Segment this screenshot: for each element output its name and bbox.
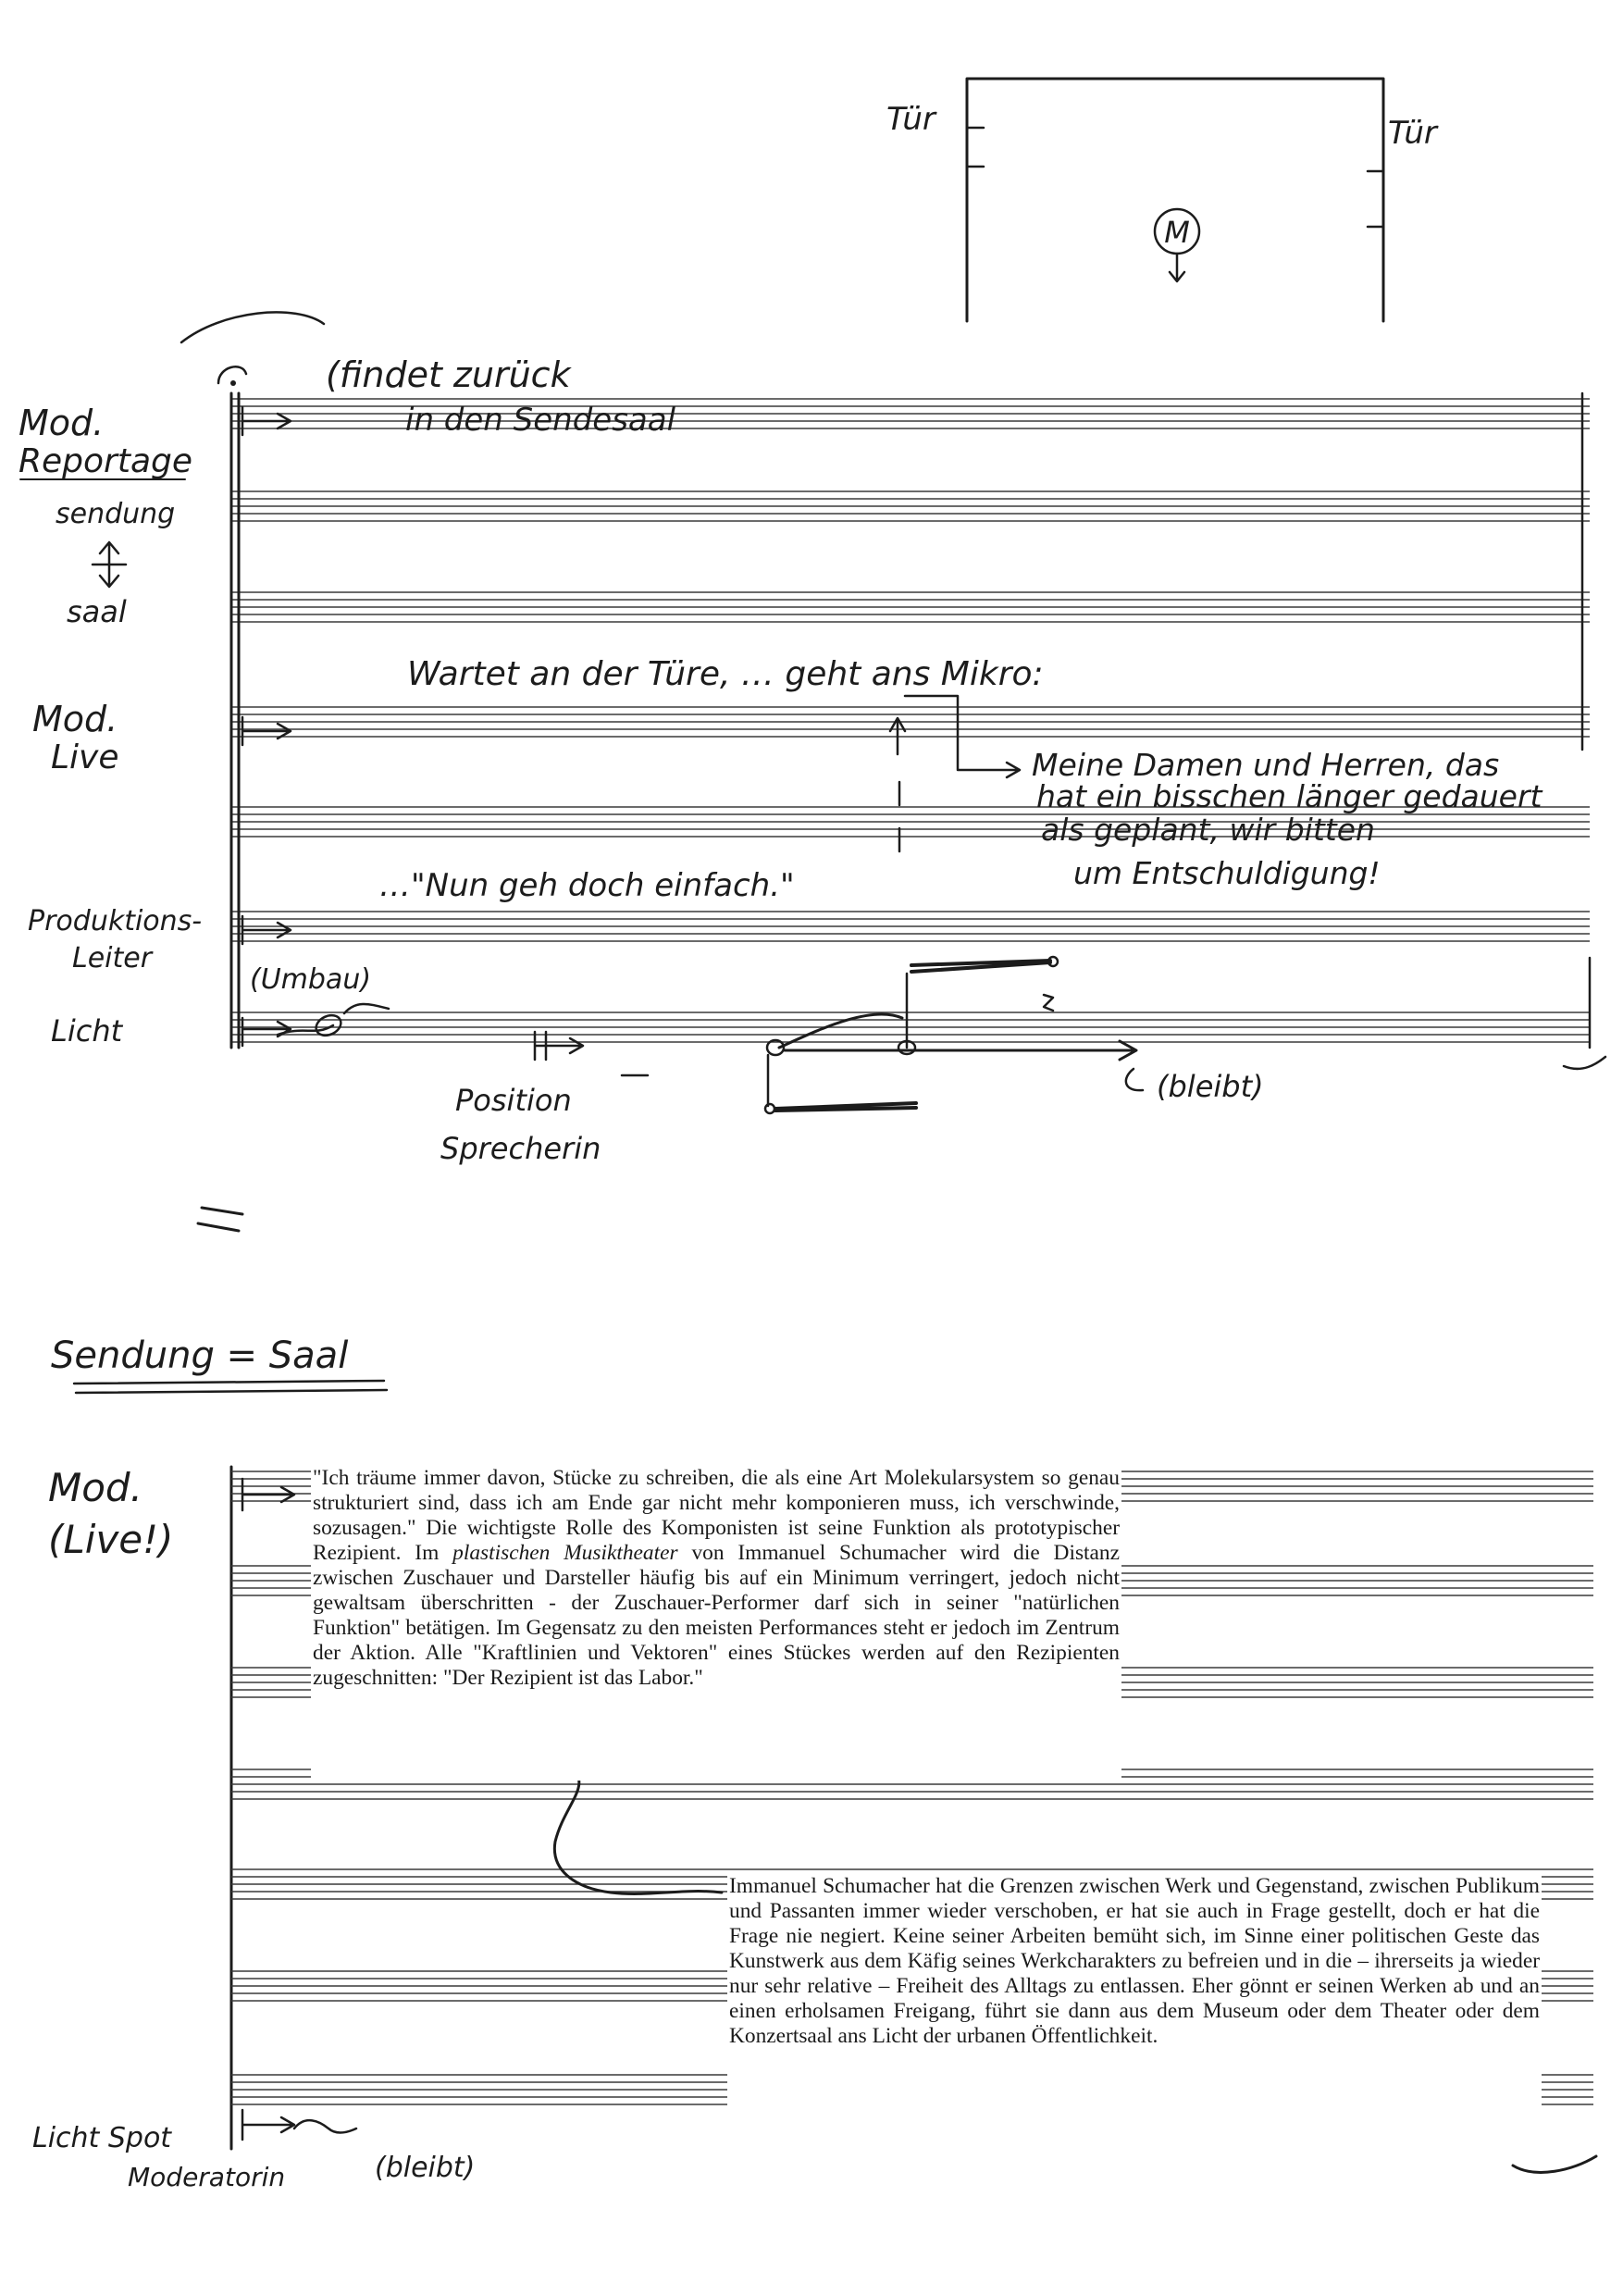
label-presenter: Moderatorin (128, 2162, 286, 2192)
note-position-2: Sprecherin (440, 1131, 601, 1166)
section-break-mark (198, 1208, 242, 1231)
entry-arrow-icon (242, 916, 291, 944)
essay-paragraph: Immanuel Schumacher hat die Grenzen zwischen Werk und Gegenstand, zwischen Publikum und Passanten immer wieder verschoben, er hat sie auch in Frage gestellt, doch er hat die Frage nie negiert. Keine seiner Arbeiten bemüht sich, im Sinne einer politischen Geste das Kunstwerk aus dem Käfig seines Werkcharakters zu befreien und in die – ihrerseits ja wieder nur sehr relative – Freiheit des Alltags zu entlassen. Eher gönnt er seinen Werken ab und an einen erholsamen Freigang, führt sie dann aus dem Museum oder dem Theater oder dem Konzertsaal ans Licht der urbanen Öffentlichkeit. (727, 1874, 1542, 2127)
staff-mod-live (231, 707, 1590, 737)
quote-paragraph: "Ich träume immer davon, Stücke zu schreiben, die als eine Art Molekularsystem so genau strukturiert sind, dass ich am Ende gar nicht mehr komponieren muss, ich verschwinde, sozusagen." Die wichtigste Rolle des Komponisten ist seine Funktion als prototypischer Rezipient. Im plastischen Musiktheater von Immanuel Schumacher wird die Distanz zwischen Zuschauer und Darsteller häufig bis auf ein Minimum verringert, jedoch nicht gewaltsam überschritten - der Zuschauer-Performer darf sich in seiner "natürlichen Funktion" betätigen. Im Gegensatz zu den meisten Performances steht er jedoch im Zentrum der Aktion. Alle "Kraftlinien und Vektoren" eines Stückes werden auf den Rezipienten zugeschnitten: "Der Rezipient ist das Labor." (311, 1466, 1121, 1781)
label-mod-live-1: Mod. (32, 699, 118, 739)
label-light-spot: Licht Spot (32, 2122, 172, 2154)
door-label-left: Tür (886, 101, 935, 138)
label-mod-reportage-1: Mod. (19, 403, 105, 443)
connecting-curl (554, 1768, 722, 1893)
staff-saal (231, 592, 1590, 622)
label-mod-reportage-2: Reportage (19, 442, 193, 480)
note-remains-2: (bleibt) (375, 2152, 476, 2184)
heading-double-underline (74, 1381, 387, 1393)
note-production-leader: …"Nun geh doch einfach." (379, 867, 795, 904)
stage-plan (886, 79, 1439, 321)
entry-arrow-icon (535, 1032, 583, 1060)
note-umbau: (Umbau) (250, 963, 372, 996)
label-mod-live2-2: (Live!) (48, 1517, 174, 1562)
staff-light (231, 1012, 1590, 1042)
label-sendung: sendung (56, 498, 176, 530)
label-light: Licht (51, 1013, 123, 1049)
staff-production (231, 912, 1590, 941)
label-mod-live2-1: Mod. (48, 1465, 142, 1510)
note-position-1: Position (455, 1083, 572, 1118)
down-arrow-icon (1170, 254, 1184, 281)
italic-term: plastischen Musiktheater (452, 1541, 678, 1565)
entry-arrow-icon (242, 407, 291, 435)
speech-line-3: als geplant, wir bitten (1041, 812, 1375, 848)
label-mod-live-2: Live (51, 738, 119, 776)
entry-arrow-icon (242, 2110, 294, 2140)
note-finds-back: (findet zurück (326, 354, 571, 395)
label-production-2: Leiter (72, 942, 153, 974)
section-heading: Sendung = Saal (51, 1334, 349, 1377)
label-production-1: Produktions- (28, 905, 203, 937)
slur-mark (181, 312, 324, 342)
speech-line-1: Meine Damen und Herren, das (1032, 747, 1500, 783)
note-waits-at-door: Wartet an der Türe, … geht ans Mikro: (407, 655, 1044, 693)
note-remains: (bleibt) (1157, 1069, 1264, 1104)
decrescendo-wedge (775, 1103, 916, 1111)
speech-line-4: um Entschuldigung! (1073, 855, 1381, 891)
staff-reportage-lower (231, 491, 1590, 521)
two-way-arrow-icon (93, 542, 126, 587)
performer-symbol: M (1164, 215, 1190, 250)
label-saal: saal (67, 594, 127, 629)
crescendo-wedge (911, 961, 1050, 972)
continue-arrow-icon (785, 1041, 1136, 1060)
system-1 (19, 312, 1605, 1231)
door-label-right: Tür (1388, 115, 1437, 152)
entry-arrow-icon (242, 1479, 294, 1510)
speech-line-2: hat ein bisschen länger gedauert (1036, 778, 1542, 814)
note-sendesaal: in den Sendesaal (405, 402, 676, 439)
